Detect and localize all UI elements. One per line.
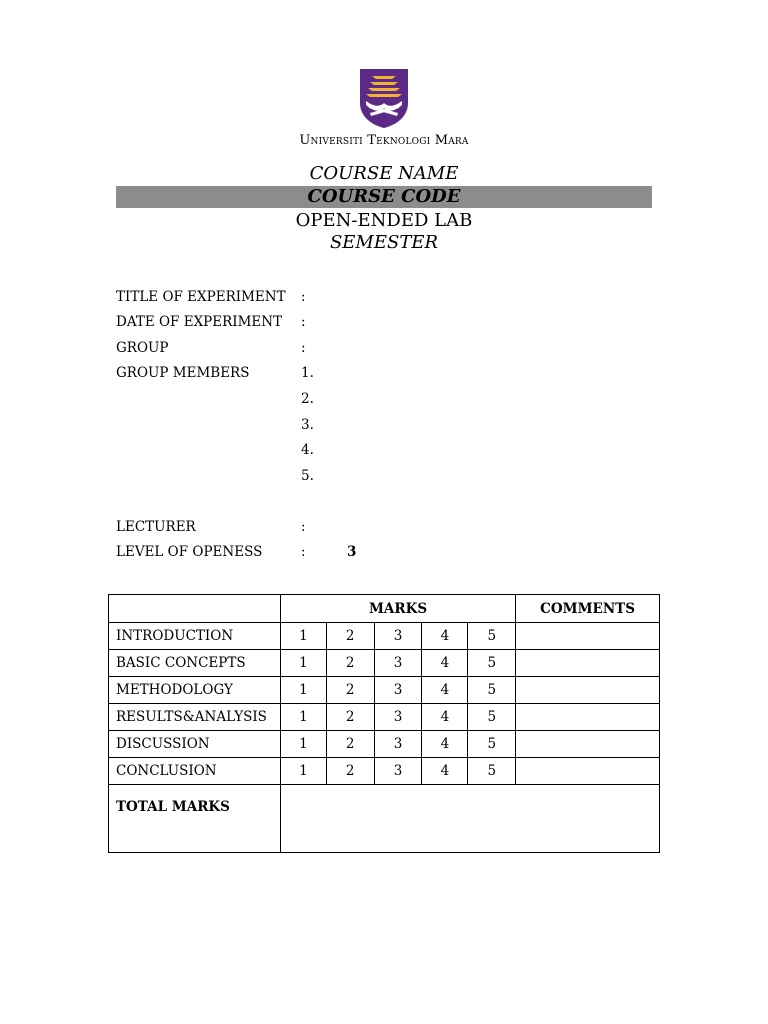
criterion-label: RESULTS&ANALYSIS (109, 704, 281, 731)
comment-cell[interactable] (516, 704, 660, 731)
score-cell[interactable]: 1 (280, 623, 326, 650)
score-cell[interactable]: 4 (422, 758, 468, 785)
comments-header: COMMENTS (516, 595, 660, 623)
comment-cell[interactable] (516, 758, 660, 785)
total-marks-label: TOTAL MARKS (109, 785, 281, 853)
table-row (109, 758, 660, 785)
score-cell[interactable]: 1 (280, 704, 326, 731)
score-cell[interactable]: 4 (422, 677, 468, 704)
score-cell[interactable]: 3 (374, 650, 422, 677)
member-number: 4. (301, 442, 314, 458)
table-row (109, 623, 660, 650)
score-cell[interactable]: 5 (468, 623, 516, 650)
openness-colon: : (301, 544, 306, 560)
score-cell[interactable]: 1 (280, 758, 326, 785)
score-cell[interactable]: 5 (468, 758, 516, 785)
total-row (109, 785, 660, 853)
empty-header-cell (109, 595, 281, 623)
date-colon: : (301, 314, 306, 330)
group-members-label: GROUP MEMBERS (116, 365, 250, 381)
score-cell[interactable]: 1 (280, 677, 326, 704)
course-name: COURSE NAME (309, 163, 459, 184)
score-cell[interactable]: 4 (422, 731, 468, 758)
course-code: COURSE CODE (307, 186, 461, 207)
member-number: 3. (301, 417, 314, 433)
score-cell[interactable]: 1 (280, 650, 326, 677)
score-cell[interactable]: 3 (374, 758, 422, 785)
title-of-experiment-label: TITLE OF EXPERIMENT (116, 289, 286, 305)
table-header-row (109, 595, 660, 623)
criterion-label: CONCLUSION (109, 758, 281, 785)
score-cell[interactable]: 2 (326, 650, 374, 677)
score-cell[interactable]: 4 (422, 623, 468, 650)
score-cell[interactable]: 2 (326, 758, 374, 785)
score-cell[interactable]: 5 (468, 650, 516, 677)
score-cell[interactable]: 5 (468, 704, 516, 731)
score-cell[interactable]: 3 (374, 677, 422, 704)
member-number: 5. (301, 468, 314, 484)
score-cell[interactable]: 4 (422, 704, 468, 731)
score-cell[interactable]: 5 (468, 677, 516, 704)
lecturer-colon: : (301, 519, 306, 535)
level-of-openess-label: LEVEL OF OPENESS (116, 544, 263, 560)
score-cell[interactable]: 3 (374, 731, 422, 758)
score-cell[interactable]: 4 (422, 650, 468, 677)
openness-value: 3 (347, 544, 357, 560)
group-colon: : (301, 340, 306, 356)
criterion-label: INTRODUCTION (109, 623, 281, 650)
table-row (109, 731, 660, 758)
score-cell[interactable]: 2 (326, 677, 374, 704)
date-of-experiment-label: DATE OF EXPERIMENT (116, 314, 283, 330)
comment-cell[interactable] (516, 677, 660, 704)
member-number: 1. (301, 365, 314, 381)
score-cell[interactable]: 2 (326, 731, 374, 758)
comment-cell[interactable] (516, 731, 660, 758)
table-row (109, 650, 660, 677)
university-logo-icon (358, 67, 410, 129)
group-label: GROUP (116, 340, 169, 356)
title-colon: : (301, 289, 306, 305)
score-cell[interactable]: 3 (374, 623, 422, 650)
criterion-label: DISCUSSION (109, 731, 281, 758)
criterion-label: METHODOLOGY (109, 677, 281, 704)
marks-header: MARKS (280, 595, 515, 623)
comment-cell[interactable] (516, 623, 660, 650)
table-row (109, 677, 660, 704)
university-name: Universiti Teknologi Mara (299, 133, 469, 148)
comment-cell[interactable] (516, 650, 660, 677)
score-cell[interactable]: 2 (326, 704, 374, 731)
lecturer-label: LECTURER (116, 519, 196, 535)
score-cell[interactable]: 1 (280, 731, 326, 758)
marks-table (108, 594, 660, 853)
score-cell[interactable]: 2 (326, 623, 374, 650)
criterion-label: BASIC CONCEPTS (109, 650, 281, 677)
score-cell[interactable]: 3 (374, 704, 422, 731)
lab-type: OPEN-ENDED LAB (295, 210, 473, 231)
score-cell[interactable]: 5 (468, 731, 516, 758)
semester: SEMESTER (329, 232, 439, 253)
member-number: 2. (301, 391, 314, 407)
table-row (109, 704, 660, 731)
total-marks-cell[interactable] (280, 785, 659, 853)
